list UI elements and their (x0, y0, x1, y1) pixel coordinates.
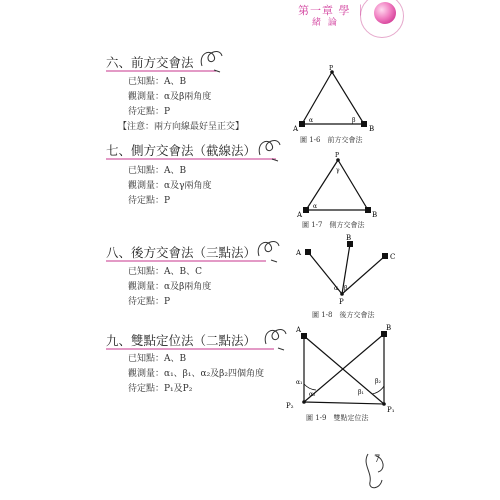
observations-line: 觀測量：α₁、β₁、α₂及β₂四個角度 (128, 369, 264, 379)
angle-alpha-label: α (334, 285, 339, 292)
angle-beta-label: β (352, 117, 356, 124)
point-b-label: B (369, 125, 375, 133)
section-underline (106, 260, 266, 262)
section-underline (106, 158, 276, 160)
angle-alpha2-label: α₂ (309, 391, 316, 398)
observations-line: 觀測量：α及γ兩角度 (128, 181, 212, 191)
angle-alpha-label: α (313, 203, 318, 210)
point-b-label: B (346, 234, 352, 242)
known-points-line: 已知點：A、B (128, 354, 187, 364)
point-c-label: C (390, 253, 396, 261)
observations-line: 觀測量：α及β兩角度 (128, 282, 212, 292)
point-p-label: P (339, 298, 344, 306)
angle-beta1-label: β₁ (358, 389, 364, 396)
point-a-label: A (296, 249, 302, 257)
point-a-label: A (293, 125, 299, 133)
figure-caption: 圖 1-6 前方交會法 (300, 136, 363, 144)
chapter-title: 第一章 學 ｜ (298, 4, 367, 17)
unknown-point-line: 待定點：P (128, 297, 171, 307)
point-a-label: A (297, 211, 303, 218)
figure-side-intersection (294, 148, 384, 218)
unknown-point-line: 待定點：P (128, 196, 171, 206)
section-title-forward-intersection: 六、前方交會法 (106, 55, 194, 70)
section-title-two-point: 九、雙點定位法（二點法） (106, 333, 257, 348)
point-a-label: A (296, 326, 302, 334)
point-b-label: B (386, 324, 392, 332)
section-title-side-intersection: 七、側方交會法（截線法） (106, 143, 257, 158)
angle-alpha-label: α (309, 117, 314, 124)
unknown-point-line: 待定點：P (128, 107, 171, 117)
angle-gamma-label: γ (336, 167, 340, 174)
section-title-resection: 八、後方交會法（三點法） (106, 245, 257, 260)
figure-resection (290, 232, 400, 307)
section-underline (106, 348, 274, 350)
header-decoration-ball (374, 2, 396, 24)
figure-two-point (284, 322, 400, 414)
figure-caption: 圖 1-8 後方交會法 (312, 311, 375, 319)
swirl-ornament-icon (254, 133, 284, 163)
point-p-label: P (335, 152, 340, 159)
figure-caption: 圖 1-9 雙點定位法 (306, 414, 369, 422)
chapter-subtitle: 緒 論 (312, 18, 339, 28)
point-p1-label: P₁ (387, 406, 395, 414)
point-b-label: B (372, 211, 378, 218)
known-points-line: 已知點：A、B、C (128, 267, 202, 277)
page-number: 7 (374, 454, 381, 465)
swirl-ornament-icon (253, 234, 283, 264)
figure-forward-intersection (290, 62, 380, 134)
point-p2-label: P₂ (286, 402, 294, 410)
angle-beta2-label: β₂ (375, 378, 381, 385)
angle-alpha1-label: α₁ (296, 379, 303, 386)
figure-caption: 圖 1-7 側方交會法 (302, 221, 365, 229)
observations-line: 觀測量：α及β兩角度 (128, 92, 212, 102)
note-line: 【注意：兩方向線最好呈正交】 (118, 122, 245, 132)
known-points-line: 已知點：A、B (128, 166, 187, 176)
angle-beta-label: β (344, 285, 348, 292)
point-p-label: P (329, 65, 334, 72)
known-points-line: 已知點：A、B (128, 77, 187, 87)
swirl-ornament-icon (196, 44, 226, 74)
unknown-point-line: 待定點：P₁及P₂ (128, 384, 193, 394)
